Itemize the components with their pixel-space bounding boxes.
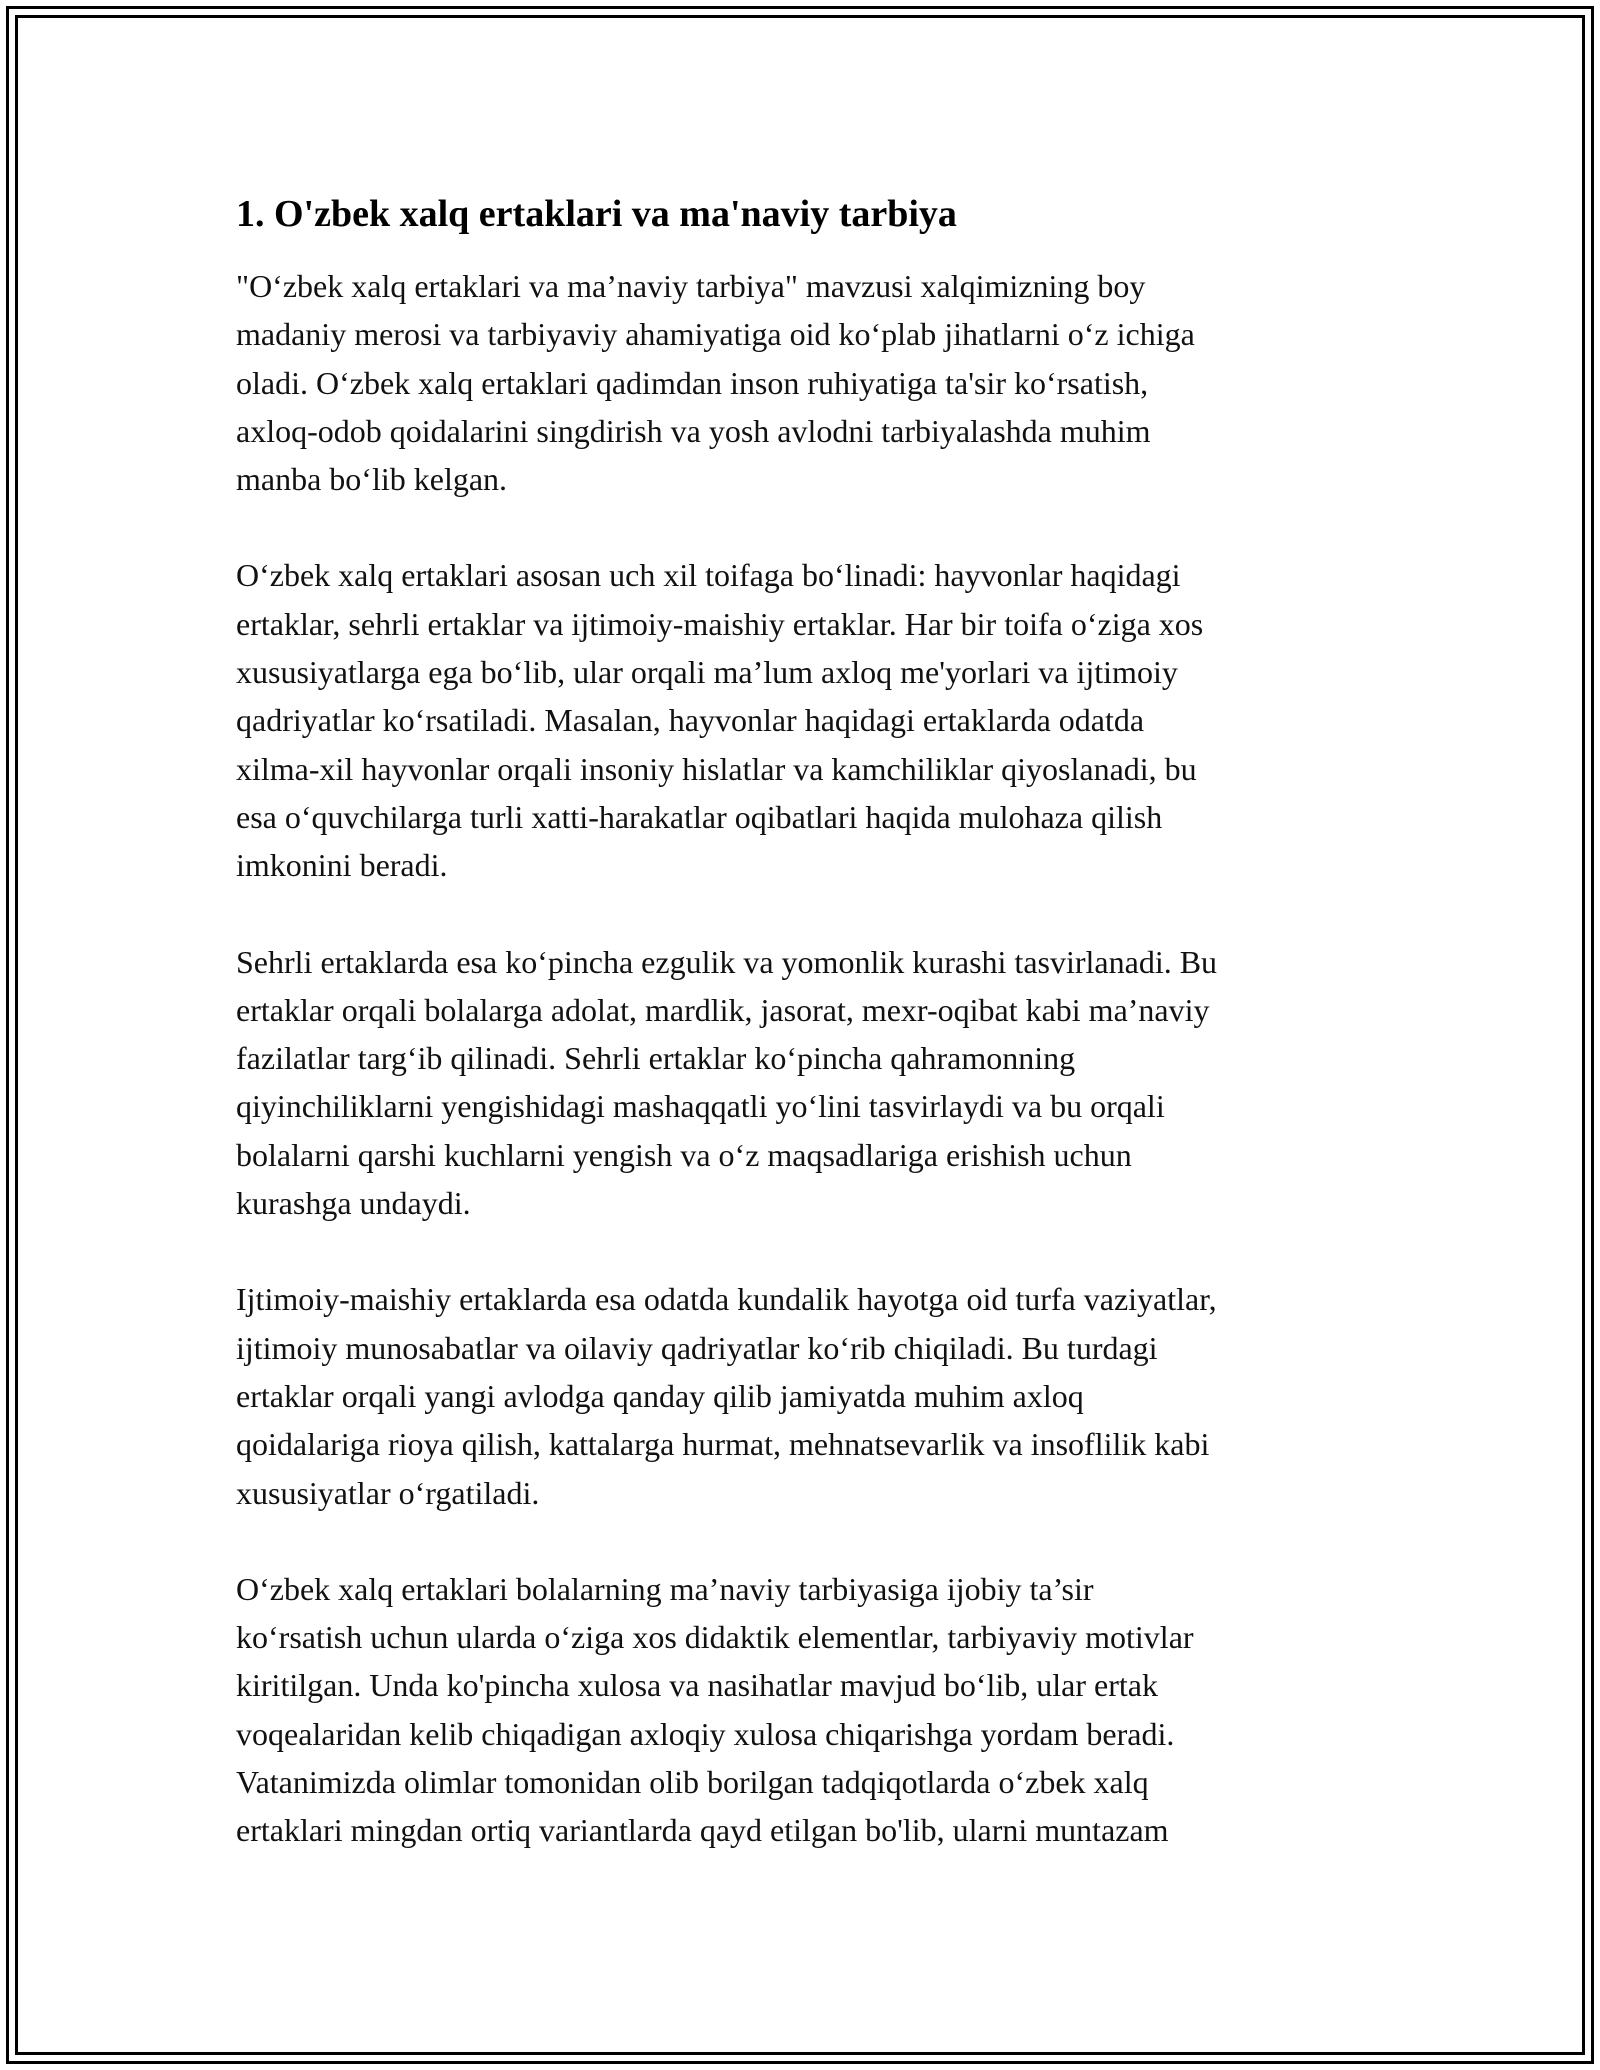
- paragraph-4: [236, 1275, 1386, 1516]
- paragraph-line: qoidalariga rioya qilish, kattalarga hurmat, mehnatsevarlik va insoflilik kabi: [236, 1426, 1210, 1463]
- paragraph-line: esa o‘quvchilarga turli xatti-harakatlar oqibatlari haqida mulohaza qilish: [236, 798, 1163, 835]
- paragraph-list: [236, 262, 1386, 1855]
- paragraph-1: [236, 262, 1386, 503]
- paragraph-line: voqealaridan kelib chiqadigan axloqiy xulosa chiqarishga yordam beradi.: [236, 1715, 1175, 1752]
- paragraph-line: Ijtimoiy-maishiy ertaklarda esa odatda kundalik hayotga oid turfa vaziyatlar,: [236, 1281, 1217, 1318]
- paragraph-line: Sehrli ertaklarda esa ko‘pincha ezgulik va yomonlik kurashi tasvirlanadi. Bu: [236, 943, 1218, 980]
- paragraph-line: ijtimoiy munosabatlar va oilaviy qadriyatlar ko‘rib chiqiladi. Bu turdagi: [236, 1329, 1158, 1366]
- paragraph-line: kurashga undaydi.: [236, 1185, 471, 1222]
- paragraph-line: xususiyatlarga ega bo‘lib, ular orqali ma’lum axloq me'yorlari va ijtimoiy: [236, 654, 1178, 691]
- paragraph-2: [236, 551, 1386, 889]
- paragraph-line: xususiyatlar o‘rgatiladi.: [236, 1474, 540, 1511]
- paragraph-line: qadriyatlar ko‘rsatiladi. Masalan, hayvonlar haqidagi ertaklarda odatda: [236, 702, 1145, 739]
- paragraph-3: [236, 938, 1386, 1228]
- paragraph-line: axloq-odob qoidalarini singdirish va yosh avlodni tarbiyalashda muhim: [236, 412, 1151, 449]
- paragraph-line: fazilatlar targ‘ib qilinadi. Sehrli ertaklar ko‘pincha qahramonning: [236, 1040, 1076, 1077]
- paragraph-5: [236, 1565, 1386, 1855]
- paragraph-line: ertaklar orqali yangi avlodga qanday qilib jamiyatda muhim axloq: [236, 1377, 1084, 1414]
- paragraph-line: O‘zbek xalq ertaklari bolalarning ma’naviy tarbiyasiga ijobiy ta’sir: [236, 1570, 1094, 1607]
- paragraph-line: kiritilgan. Unda ko'pincha xulosa va nasihatlar mavjud bo‘lib, ular ertak: [236, 1667, 1158, 1704]
- paragraph-line: ertaklari mingdan ortiq variantlarda qayd etilgan bo'lib, ularni muntazam: [236, 1812, 1169, 1849]
- section-heading: 1. O'zbek xalq ertaklari va ma'naviy tarbiya: [236, 193, 957, 235]
- paragraph-line: oladi. O‘zbek xalq ertaklari qadimdan inson ruhiyatiga ta'sir ko‘rsatish,: [236, 364, 1149, 401]
- paragraph-line: xilma-xil hayvonlar orqali insoniy hislatlar va kamchiliklar qiyoslanadi, bu: [236, 750, 1197, 787]
- paragraph-line: qiyinchiliklarni yengishidagi mashaqqatli yo‘lini tasvirlaydi va bu orqali: [236, 1088, 1165, 1125]
- paragraph-line: imkonini beradi.: [236, 847, 448, 884]
- document-body: [236, 190, 1386, 1903]
- paragraph-line: ertaklar, sehrli ertaklar va ijtimoiy-maishiy ertaklar. Har bir toifa o‘ziga xos: [236, 605, 1204, 642]
- paragraph-line: bolalarni qarshi kuchlarni yengish va o‘z maqsadlariga erishish uchun: [236, 1136, 1132, 1173]
- paragraph-line: "O‘zbek xalq ertaklari va ma’naviy tarbiya" mavzusi xalqimizning boy: [236, 268, 1146, 304]
- paragraph-line: ertaklar orqali bolalarga adolat, mardlik, jasorat, mexr-oqibat kabi ma’naviy: [236, 991, 1210, 1028]
- paragraph-line: madaniy merosi va tarbiyaviy ahamiyatiga oid ko‘plab jihatlarni o‘z ichiga: [236, 316, 1195, 353]
- paragraph-line: O‘zbek xalq ertaklari asosan uch xil toifaga bo‘linadi: hayvonlar haqidagi: [236, 557, 1181, 594]
- paragraph-line: manba bo‘lib kelgan.: [236, 461, 508, 498]
- paragraph-line: Vatanimizda olimlar tomonidan olib borilgan tadqiqotlarda o‘zbek xalq: [236, 1764, 1149, 1801]
- paragraph-line: ko‘rsatish uchun ularda o‘ziga xos didaktik elementlar, tarbiyaviy motivlar: [236, 1619, 1194, 1656]
